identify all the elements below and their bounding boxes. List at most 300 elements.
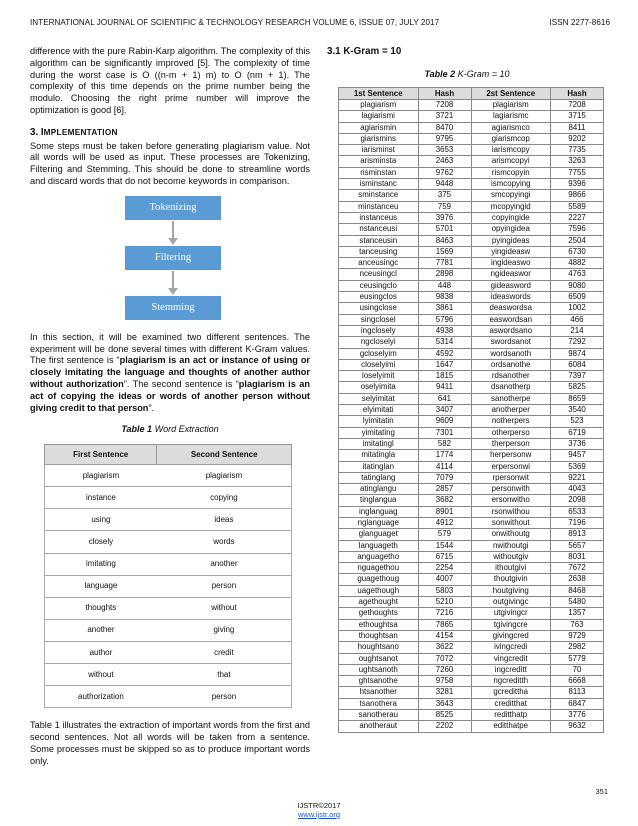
table-cell: 3715: [551, 111, 604, 122]
table-cell: 3976: [418, 212, 471, 223]
table-cell: thoutgivin: [471, 574, 551, 585]
table-cell: giarismins: [339, 133, 419, 144]
table-row: [45, 465, 292, 487]
table-row: [339, 472, 604, 483]
table-row: [339, 450, 604, 461]
table-cell: 2638: [551, 574, 604, 585]
table-cell: outgivingc: [471, 597, 551, 608]
table-cell: 8525: [418, 710, 471, 721]
table-cell: 9866: [551, 190, 604, 201]
table-row: [339, 201, 604, 212]
table-row: [339, 156, 604, 167]
table-cell: gideasword: [471, 280, 551, 291]
table-cell: 7865: [418, 619, 471, 630]
table-cell: agiarismco: [471, 122, 551, 133]
table-cell: another: [157, 553, 292, 575]
flow-step-stemming: Stemming: [125, 296, 221, 320]
flow-step-tokenizing: Tokenizing: [125, 196, 221, 220]
table-cell: 3407: [418, 405, 471, 416]
table-row: [339, 111, 604, 122]
table-cell: ismcopying: [471, 179, 551, 190]
table2-header-hash-2: Hash: [551, 88, 604, 100]
table-cell: tatinglang: [339, 472, 419, 483]
table-cell: 214: [551, 325, 604, 336]
table-cell: itatinglan: [339, 461, 419, 472]
table-row: [339, 517, 604, 528]
table-row: [45, 686, 292, 708]
table-cell: 1815: [418, 371, 471, 382]
subsection-heading: 3.1 K-Gram = 10: [327, 46, 402, 57]
table-cell: 8470: [418, 122, 471, 133]
table-cell: singclosel: [339, 314, 419, 325]
table-cell: person: [157, 686, 292, 708]
table-cell: 2463: [418, 156, 471, 167]
table-cell: 9758: [418, 676, 471, 687]
table-cell: iarisminst: [339, 145, 419, 156]
table-row: [339, 608, 604, 619]
table-cell: uagethough: [339, 585, 419, 596]
table-cell: glanguaget: [339, 529, 419, 540]
word-extraction-table: [44, 444, 292, 708]
table-row: [45, 641, 292, 663]
table-cell: 6668: [551, 676, 604, 687]
table-row: [339, 563, 604, 574]
table-cell: 1357: [551, 608, 604, 619]
table-row: [45, 575, 292, 597]
table-cell: wordsanoth: [471, 348, 551, 359]
table-cell: smcopyingi: [471, 190, 551, 201]
table-cell: 3281: [418, 687, 471, 698]
copyright: IJSTR©2017: [297, 801, 341, 810]
table-cell: 7301: [418, 427, 471, 438]
table-cell: 5796: [418, 314, 471, 325]
table-row: [45, 553, 292, 575]
table-cell: sanotherpe: [471, 393, 551, 404]
table-row: [339, 687, 604, 698]
section-initial: I: [40, 126, 44, 138]
table-cell: personwith: [471, 484, 551, 495]
table-row: [339, 574, 604, 585]
table-cell: nguagethou: [339, 563, 419, 574]
table-row: [339, 212, 604, 223]
table-cell: ivingcredi: [471, 642, 551, 653]
table-cell: 2227: [551, 212, 604, 223]
table-cell: plagiarism: [45, 465, 157, 487]
table-cell: oughtsanot: [339, 653, 419, 664]
table-cell: opyingidea: [471, 224, 551, 235]
table-cell: 4007: [418, 574, 471, 585]
table-row: [339, 551, 604, 562]
table-cell: credit: [157, 641, 292, 663]
table-row: [339, 585, 604, 596]
table-cell: closelyimi: [339, 359, 419, 370]
table-cell: selyimitat: [339, 393, 419, 404]
table-cell: nwithoutgi: [471, 540, 551, 551]
table-cell: pyingideas: [471, 235, 551, 246]
table-row: [339, 269, 604, 280]
table-cell: 8031: [551, 551, 604, 562]
table-cell: notherpers: [471, 416, 551, 427]
table-cell: plagiarism: [157, 465, 292, 487]
table-cell: 448: [418, 280, 471, 291]
table-cell: 6533: [551, 506, 604, 517]
table1-caption: [30, 424, 310, 436]
table-row: [339, 122, 604, 133]
table2-header-1st-sentence: 1st Sentence: [339, 88, 419, 100]
table-cell: lyimitatin: [339, 416, 419, 427]
table-row: [339, 664, 604, 675]
table-cell: tgivingcre: [471, 619, 551, 630]
table-cell: minstanceu: [339, 201, 419, 212]
table-cell: agiarismin: [339, 122, 419, 133]
table-row: [339, 642, 604, 653]
table-cell: 5825: [551, 382, 604, 393]
table-cell: 7672: [551, 563, 604, 574]
table-row: [339, 416, 604, 427]
table-cell: 6715: [418, 551, 471, 562]
table-cell: 4154: [418, 630, 471, 641]
table-cell: rdsanother: [471, 371, 551, 382]
table2-header-hash-1: Hash: [418, 88, 471, 100]
table-row: [339, 246, 604, 257]
table-row: [339, 371, 604, 382]
table1-header-first: First Sentence: [45, 445, 157, 465]
table-row: [339, 224, 604, 235]
table-cell: 6847: [551, 698, 604, 709]
table-cell: 8468: [551, 585, 604, 596]
table-cell: ngideaswor: [471, 269, 551, 280]
examine-text-2: ”. The second sentence is “: [123, 378, 239, 389]
table-cell: easwordsan: [471, 314, 551, 325]
table-row: [339, 303, 604, 314]
table-cell: 9609: [418, 416, 471, 427]
table-cell: ingcreditt: [471, 664, 551, 675]
table-cell: 5803: [418, 585, 471, 596]
table-cell: 3263: [551, 156, 604, 167]
table-cell: ngcloselyi: [339, 337, 419, 348]
examine-text-3: ”.: [148, 402, 155, 413]
table-cell: givingcred: [471, 630, 551, 641]
table-cell: gethoughts: [339, 608, 419, 619]
table-cell: ideas: [157, 509, 292, 531]
table-cell: 1774: [418, 450, 471, 461]
table-cell: 7781: [418, 258, 471, 269]
table-cell: gcloselyim: [339, 348, 419, 359]
table-cell: oselyimita: [339, 382, 419, 393]
table-cell: 3682: [418, 495, 471, 506]
examination-paragraph: [30, 332, 310, 415]
table-cell: using: [45, 509, 157, 531]
table-cell: onwithoutg: [471, 529, 551, 540]
table-cell: withoutgiv: [471, 551, 551, 562]
table-row: [45, 663, 292, 685]
table-cell: ersonwitho: [471, 495, 551, 506]
table-cell: eusingclos: [339, 292, 419, 303]
table-cell: 9457: [551, 450, 604, 461]
table-cell: otherperso: [471, 427, 551, 438]
table-cell: 7079: [418, 472, 471, 483]
table-cell: editthatpe: [471, 721, 551, 732]
table1-header-second: Second Sentence: [157, 445, 292, 465]
table-row: [339, 427, 604, 438]
flow-step-filtering: Filtering: [125, 246, 221, 270]
table-cell: ingclosely: [339, 325, 419, 336]
table-cell: dsanotherp: [471, 382, 551, 393]
table-cell: 4114: [418, 461, 471, 472]
table-row: [339, 314, 604, 325]
table-cell: 5369: [551, 461, 604, 472]
website-link[interactable]: www.ijstr.org: [297, 810, 341, 819]
table-cell: utgivingcr: [471, 608, 551, 619]
table-row: [45, 487, 292, 509]
table-cell: 5210: [418, 597, 471, 608]
table-cell: imitating: [45, 553, 157, 575]
table-cell: 523: [551, 416, 604, 427]
table-cell: herpersonw: [471, 450, 551, 461]
table-cell: deaswordsa: [471, 303, 551, 314]
table-cell: 1647: [418, 359, 471, 370]
table-cell: sanotherau: [339, 710, 419, 721]
table-cell: 2098: [551, 495, 604, 506]
table-cell: 5657: [551, 540, 604, 551]
table-cell: 7260: [418, 664, 471, 675]
second-sentence: plagiarism is an act of copying the ideas or words of another person without giving credit to that person: [30, 378, 310, 413]
table-cell: 3653: [418, 145, 471, 156]
table-row: [339, 597, 604, 608]
table-cell: ghtsanothe: [339, 676, 419, 687]
table-row: [339, 461, 604, 472]
table-cell: ideaswords: [471, 292, 551, 303]
table-row: [339, 710, 604, 721]
table-cell: 4882: [551, 258, 604, 269]
table-cell: ithoutgivi: [471, 563, 551, 574]
table-cell: 8411: [551, 122, 604, 133]
table-row: [339, 506, 604, 517]
table-cell: elyimitati: [339, 405, 419, 416]
table-row: [339, 359, 604, 370]
table-cell: 6509: [551, 292, 604, 303]
table1-label: Table 1: [121, 424, 153, 435]
table-cell: ethoughtsa: [339, 619, 419, 630]
table-row: [339, 676, 604, 687]
table-cell: reditthatp: [471, 710, 551, 721]
table-cell: 8913: [551, 529, 604, 540]
table-row: [45, 597, 292, 619]
flow-arrow-2: [172, 271, 174, 289]
table-cell: guagethoug: [339, 574, 419, 585]
table-cell: 7196: [551, 517, 604, 528]
table-cell: houghtsano: [339, 642, 419, 653]
table-cell: 9448: [418, 179, 471, 190]
table-cell: closely: [45, 531, 157, 553]
table-row: [339, 133, 604, 144]
first-sentence: plagiarism is an act or instance of using or closely imitating the language and thoughts of another author without authorization: [30, 355, 311, 389]
table-cell: 3736: [551, 438, 604, 449]
table-cell: loselyimit: [339, 371, 419, 382]
table-row: [339, 438, 604, 449]
table-cell: person: [157, 575, 292, 597]
right-column: [327, 46, 607, 733]
table-cell: plagiarism: [339, 100, 419, 111]
page-header: [30, 18, 610, 27]
table-cell: anotherper: [471, 405, 551, 416]
table-cell: 5314: [418, 337, 471, 348]
table-cell: isminstanc: [339, 179, 419, 190]
table-cell: author: [45, 641, 157, 663]
table-cell: 9080: [551, 280, 604, 291]
table-cell: anguagetho: [339, 551, 419, 562]
table-cell: 7755: [551, 167, 604, 178]
table-cell: instanceus: [339, 212, 419, 223]
issn: ISSN 2277-8616: [549, 18, 610, 27]
table-cell: 4043: [551, 484, 604, 495]
table-cell: 579: [418, 529, 471, 540]
table-cell: 2504: [551, 235, 604, 246]
table-cell: 8659: [551, 393, 604, 404]
table-cell: 9411: [418, 382, 471, 393]
table-cell: copyingide: [471, 212, 551, 223]
table-row: [339, 495, 604, 506]
table-cell: that: [157, 663, 292, 685]
table-cell: another: [45, 619, 157, 641]
table-cell: 7208: [418, 100, 471, 111]
table-cell: 4592: [418, 348, 471, 359]
intro-paragraph: difference with the pure Rabin-Karp algorithm. The complexity of this algorithm can be significantly improved [5]. The complexity of time during the worst case is O ((n-m + 1) m) to O (nm + 1). The complexity of this time depends on the prime number being the modulo. Choosing the right prime number will improve the optimization is good [6].: [30, 46, 310, 115]
table-cell: 8113: [551, 687, 604, 698]
table-cell: vingcredit: [471, 653, 551, 664]
table-cell: atinglangu: [339, 484, 419, 495]
table-cell: 9632: [551, 721, 604, 732]
table-cell: 3721: [418, 111, 471, 122]
table-cell: 2254: [418, 563, 471, 574]
table-cell: thoughtsan: [339, 630, 419, 641]
table-cell: languageth: [339, 540, 419, 551]
table-cell: 763: [551, 619, 604, 630]
table-cell: agethought: [339, 597, 419, 608]
table-cell: ceusingclo: [339, 280, 419, 291]
table-cell: tanceusing: [339, 246, 419, 257]
table-row: [339, 337, 604, 348]
table-cell: erpersonwi: [471, 461, 551, 472]
table-cell: 2982: [551, 642, 604, 653]
flow-arrow-1: [172, 221, 174, 239]
table-cell: ingideaswo: [471, 258, 551, 269]
table-cell: imitatingl: [339, 438, 419, 449]
table-cell: 5480: [551, 597, 604, 608]
left-column: [30, 46, 310, 767]
table-cell: 5701: [418, 224, 471, 235]
table-cell: 4938: [418, 325, 471, 336]
table-row: [45, 531, 292, 553]
table-cell: 641: [418, 393, 471, 404]
table-cell: 6730: [551, 246, 604, 257]
table-cell: mcopyingid: [471, 201, 551, 212]
table-cell: 3540: [551, 405, 604, 416]
table-cell: sminstance: [339, 190, 419, 201]
table-cell: 582: [418, 438, 471, 449]
table-row: [339, 382, 604, 393]
table-cell: 3861: [418, 303, 471, 314]
table-cell: language: [45, 575, 157, 597]
table-cell: therperson: [471, 438, 551, 449]
table-cell: 375: [418, 190, 471, 201]
table-cell: gcredittha: [471, 687, 551, 698]
table-cell: 7397: [551, 371, 604, 382]
section-number: 3.: [30, 126, 39, 138]
table-cell: 466: [551, 314, 604, 325]
table-row: [339, 145, 604, 156]
table-row: [45, 509, 292, 531]
table-row: [339, 179, 604, 190]
table-cell: without: [45, 663, 157, 685]
table-row: [339, 393, 604, 404]
table-cell: giarismcop: [471, 133, 551, 144]
table-cell: plagiarism: [471, 100, 551, 111]
page-footer: [0, 801, 638, 819]
table-cell: 2857: [418, 484, 471, 495]
table-row: [45, 619, 292, 641]
table-cell: 4912: [418, 517, 471, 528]
table-cell: yingideasw: [471, 246, 551, 257]
table-row: [339, 484, 604, 495]
table-cell: 1569: [418, 246, 471, 257]
section-paragraph: Some steps must be taken before generating plagiarism value. Not all words will be used as input. These processes are Tokenizing, Filtering and Stemming. This should be done to streamline words and discard words that do not become keywords in comparison.: [30, 140, 310, 186]
table-row: [339, 190, 604, 201]
table-row: [339, 100, 604, 111]
kgram-table: [338, 87, 604, 733]
table-row: [339, 619, 604, 630]
table-row: [339, 721, 604, 732]
table-row: [339, 167, 604, 178]
table-row: [339, 630, 604, 641]
table-row: [339, 698, 604, 709]
table-row: [339, 325, 604, 336]
table-cell: 759: [418, 201, 471, 212]
table-cell: mitatingla: [339, 450, 419, 461]
table-cell: 6084: [551, 359, 604, 370]
table-cell: creditthat: [471, 698, 551, 709]
table-cell: ngcreditth: [471, 676, 551, 687]
table-cell: arisminsta: [339, 156, 419, 167]
table-cell: tsanothera: [339, 698, 419, 709]
table-cell: inglanguag: [339, 506, 419, 517]
section-title-rest: MPLEMENTATION: [43, 127, 118, 137]
table-cell: instance: [45, 487, 157, 509]
table-cell: nceusingcl: [339, 269, 419, 280]
table-cell: htsanother: [339, 687, 419, 698]
table-cell: 1544: [418, 540, 471, 551]
table-cell: 7596: [551, 224, 604, 235]
table-cell: 1002: [551, 303, 604, 314]
table-cell: 3643: [418, 698, 471, 709]
table-cell: without: [157, 597, 292, 619]
table-row: [339, 235, 604, 246]
table2-caption: [327, 69, 607, 79]
table-cell: risminstan: [339, 167, 419, 178]
table-cell: 8901: [418, 506, 471, 517]
table-cell: iarismcopy: [471, 145, 551, 156]
table-cell: 2202: [418, 721, 471, 732]
table-cell: 7735: [551, 145, 604, 156]
page-number: 351: [595, 787, 608, 796]
table-cell: 9729: [551, 630, 604, 641]
table-cell: giving: [157, 619, 292, 641]
table-cell: lagiarismi: [339, 111, 419, 122]
table-cell: arismcopyi: [471, 156, 551, 167]
table-cell: authorization: [45, 686, 157, 708]
table-cell: 9874: [551, 348, 604, 359]
table-cell: ughtsanoth: [339, 664, 419, 675]
